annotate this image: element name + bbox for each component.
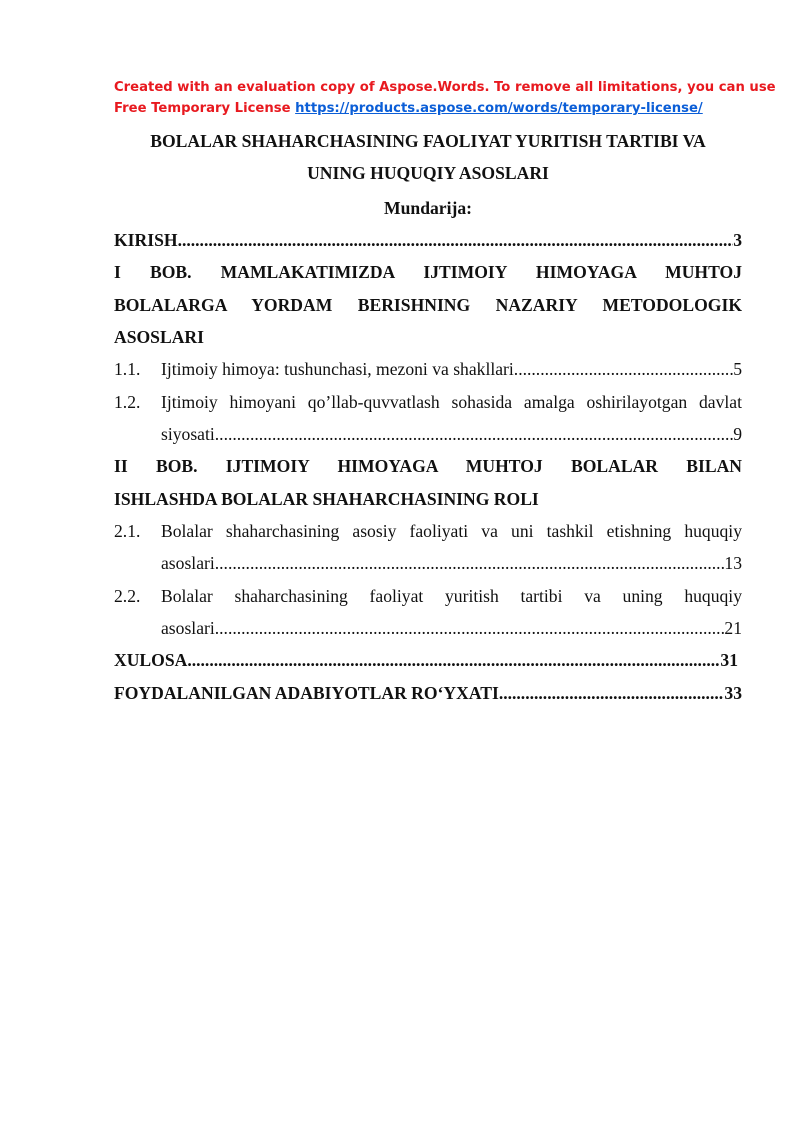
chapter-title-line: I BOB. MAMLAKATIMIZDA IJTIMOIY HIMOYAGA MUHTOJ	[114, 262, 742, 282]
license-link[interactable]: https://products.aspose.com/words/temporary-license/	[295, 101, 703, 116]
chapter-title-line: ISHLASHDA BOLALAR SHAHARCHASINING ROLI	[114, 489, 539, 509]
watermark-line-2	[114, 98, 754, 119]
watermark-line-1: Created with an evaluation copy of Aspose.Words. To remove all limitations, you can use	[114, 80, 776, 95]
dot-leader	[215, 424, 733, 444]
toc-label: FOYDALANILGAN ADABIYOTLAR RO‘YXATI	[114, 683, 499, 703]
dot-leader	[178, 230, 734, 250]
toc-page-number: 5	[733, 359, 742, 379]
watermark-license-text: Free Temporary License	[114, 101, 291, 116]
toc-page-number: 31	[720, 650, 738, 670]
toc-page-number: 3	[733, 230, 742, 250]
toc-entry-chapter-1[interactable]	[114, 262, 742, 282]
chapter-title-line: ASOSLARI	[114, 327, 204, 347]
dot-leader	[499, 683, 725, 703]
section-number: 2.1.	[114, 521, 141, 541]
toc-label: asoslari	[161, 618, 215, 638]
dot-leader	[187, 650, 720, 670]
toc-page-number: 33	[724, 683, 742, 703]
toc-entry-chapter-1-cont	[114, 295, 742, 315]
toc-entry-kirish[interactable]	[114, 230, 742, 250]
toc-entry-xulosa[interactable]	[114, 650, 738, 670]
evaluation-watermark	[114, 77, 776, 119]
toc-page-number: 13	[724, 553, 742, 573]
toc-label: KIRISH	[114, 230, 178, 250]
toc-label: Bolalar shaharchasining asosiy faoliyati va uni tashkil etishning huquqiy	[161, 521, 742, 541]
section-number: 1.1.	[114, 359, 141, 379]
document-title-line-2: UNING HUQUQIY ASOSLARI	[307, 163, 549, 183]
toc-label: XULOSA	[114, 650, 188, 670]
toc-label: asoslari	[161, 553, 215, 573]
toc-entry-chapter-2[interactable]	[114, 456, 742, 476]
dot-leader	[215, 618, 725, 638]
toc-entry-chapter-2-cont	[114, 489, 742, 509]
section-number: 1.2.	[114, 392, 141, 412]
toc-page-number: 21	[724, 618, 742, 638]
section-number: 2.2.	[114, 586, 141, 606]
dot-leader	[215, 553, 725, 573]
toc-entry-chapter-1-end	[114, 327, 742, 347]
dot-leader	[514, 359, 733, 379]
toc-label: Bolalar shaharchasining faoliyat yuritish tartibi va uning huquqiy	[161, 586, 742, 606]
toc-label: Ijtimoiy himoyani qo’llab-quvvatlash sohasida amalga oshirilayotgan davlat	[161, 392, 742, 412]
toc-label: Ijtimoiy himoya: tushunchasi, mezoni va shakllari	[161, 359, 514, 379]
chapter-title-line: II BOB. IJTIMOIY HIMOYAGA MUHTOJ BOLALAR BILAN	[114, 456, 742, 476]
chapter-title-line: BOLALARGA YORDAM BERISHNING NAZARIY METODOLOGIK	[114, 295, 742, 315]
document-title-line-1: BOLALAR SHAHARCHASINING FAOLIYAT YURITISH TARTIBI VA	[150, 131, 706, 151]
toc-heading: Mundarija:	[384, 198, 472, 218]
toc-entry-references[interactable]	[114, 683, 742, 703]
toc-page-number: 9	[733, 424, 742, 444]
toc-label: siyosati	[161, 424, 215, 444]
